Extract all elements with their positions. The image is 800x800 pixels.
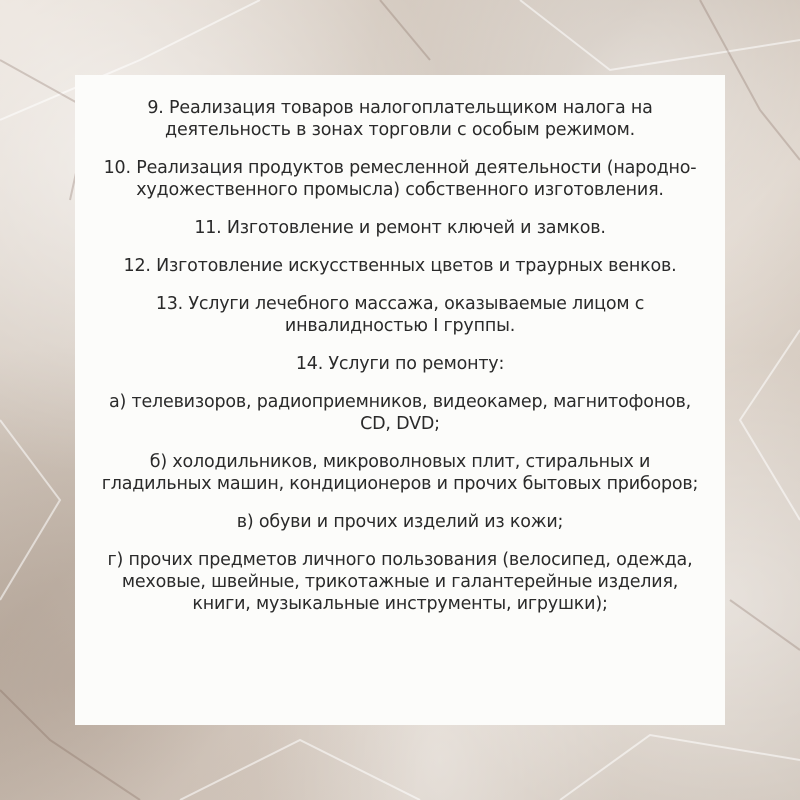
list-item-13: 13. Услуги лечебного массажа, оказываемые лицом с инвалидностью I группы. (155, 294, 645, 336)
list-subitem-g: г) прочих предметов личного пользования (велосипед, одежда, меховые, швейные, трикотажные и галантерейные изделия, книги, музыкальные инструменты, игрушки); (107, 550, 693, 614)
list-item-11: 11. Изготовление и ремонт ключей и замков. (194, 218, 606, 238)
list-subitem-v: в) обуви и прочих изделий из кожи; (236, 512, 564, 532)
list-item-10: 10. Реализация продуктов ремесленной деятельности (народно-художественного промысла) собственного изготовления. (103, 158, 697, 200)
list-item-14-heading: 14. Услуги по ремонту: (295, 354, 505, 374)
text-card (75, 75, 725, 725)
list-subitem-b: б) холодильников, микроволновых плит, стиральных и гладильных машин, кондиционеров и прочих бытовых приборов; (101, 452, 699, 494)
list-subitem-a: а) телевизоров, радиоприемников, видеокамер, магнитофонов, CD, DVD; (108, 392, 692, 434)
list-item-9: 9. Реализация товаров налогоплательщиком налога на деятельность в зонах торговли с особым режимом. (147, 98, 653, 140)
list-item-12: 12. Изготовление искусственных цветов и траурных венков. (123, 256, 677, 276)
